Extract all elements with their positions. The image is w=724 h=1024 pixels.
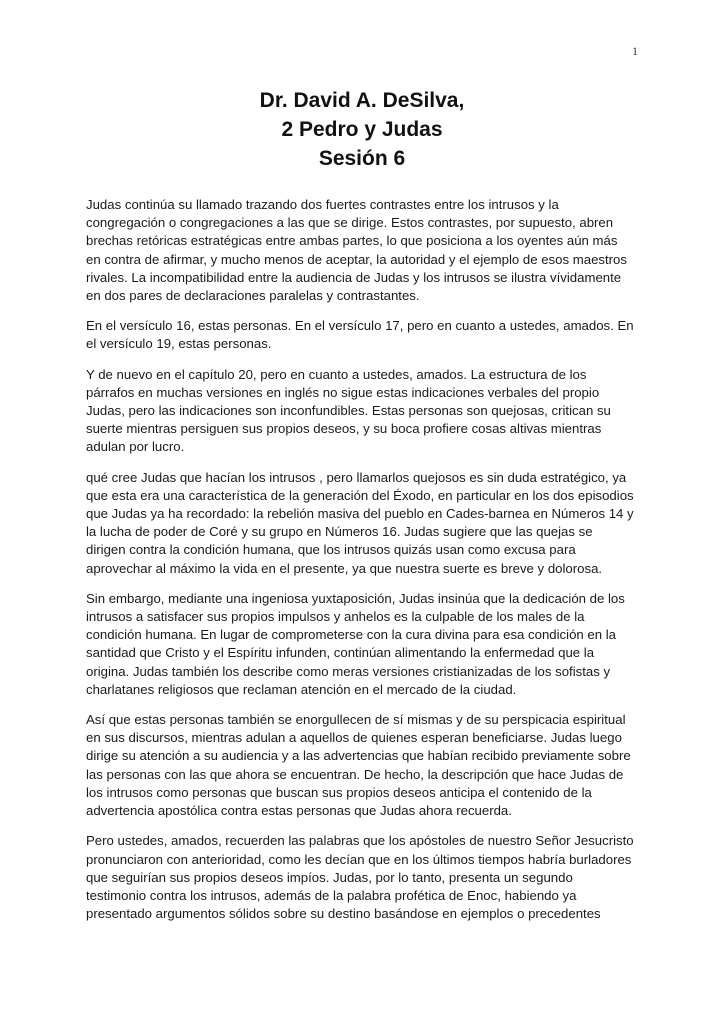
paragraph: Sin embargo, mediante una ingeniosa yuxtaposición, Judas insinúa que la dedicación de los intrusos a satisfacer sus propios impulsos y anhelos es la culpable de los males de la condición humana. En lugar de comprometerse con la cura divina para esa condición en la santidad que Cristo y el Espíritu infunden, continúan alimentando la enfermedad que la origina. Judas también los describe como meras versiones cristianizadas de los sofistas y charlatanes religiosos que reclaman atención en el mercado de la ciudad. bbox=[86, 590, 625, 697]
title-author: Dr. David A. DeSilva, bbox=[259, 89, 465, 112]
paragraph: Así que estas personas también se enorgullecen de sí mismas y de su perspicacia espiritual en sus discursos, mientras adulan a aquellos de quienes esperan beneficiarse. Judas luego dirige su atención a su audiencia y a las advertencias que habían recibido previamente sobre las personas con las que ahora se encuentran. De hecho, la descripción que hace Judas de los intrusos como personas que buscan sus propios deseos anticipa el contenido de la advertencia apostólica contra estas personas que Judas ahora recuerda. bbox=[86, 712, 631, 819]
title-book: 2 Pedro y Judas bbox=[281, 118, 443, 141]
paragraph: Pero ustedes, amados, recuerden las palabras que los apóstoles de nuestro Señor Jesucristo pronunciaron con anterioridad, como les decían que en los últimos tiempos habría burladores que seguirían sus propios deseos impíos. Judas, por lo tanto, presenta un segundo testimonio contra los intrusos, además de la palabra profética de Enoc, habiendo ya presentado argumentos sólidos sobre su destino basándose en ejemplos o precedentes bbox=[86, 833, 634, 922]
page-number: 1 bbox=[632, 44, 638, 58]
paragraph: Judas continúa su llamado trazando dos fuertes contrastes entre los intrusos y la congregación o congregaciones a las que se dirige. Estos contrastes, por supuesto, abren brechas retóricas estratégicas entre ambas partes, lo que posiciona a los oyentes aún más en contra de afirmar, y mucho menos de aceptar, la autoridad y el ejemplo de esos maestros rivales. La incompatibilidad entre la audiencia de Judas y los intrusos se ilustra vívidamente en dos pares de declaraciones paralelas y contrastantes. bbox=[86, 197, 627, 304]
title-session: Sesión 6 bbox=[318, 147, 406, 170]
paragraph: En el versículo 16, estas personas. En el versículo 17, pero en cuanto a ustedes, amados. En el versículo 19, estas personas. bbox=[86, 318, 634, 352]
paragraph: Y de nuevo en el capítulo 20, pero en cuanto a ustedes, amados. La estructura de los párrafos en muchas versiones en inglés no sigue estas indicaciones verbales del propio Judas, pero las indicaciones son inconfundibles. Estas personas son quejosas, critican su suerte mientras persiguen sus propios deseos, y su boca profiere cosas altivas mientras adulan por lucro. bbox=[86, 366, 611, 455]
document-title bbox=[0, 86, 724, 173]
document-body bbox=[86, 196, 634, 935]
paragraph: qué cree Judas que hacían los intrusos , pero llamarlos quejosos es sin duda estratégico, ya que esta era una característica de la generación del Éxodo, en particular en los dos episodios que Judas ya ha recordado: la rebelión masiva del pueblo en Cades-barnea en Números 14 y la lucha de poder de Coré y su grupo en Números 16. Judas sugiere que las quejas se dirigen contra la condición humana, que los intrusos quizás usan como excusa para aprovechar al máximo la vida en el presente, ya que nuestra suerte es breve y dolorosa. bbox=[86, 469, 634, 576]
